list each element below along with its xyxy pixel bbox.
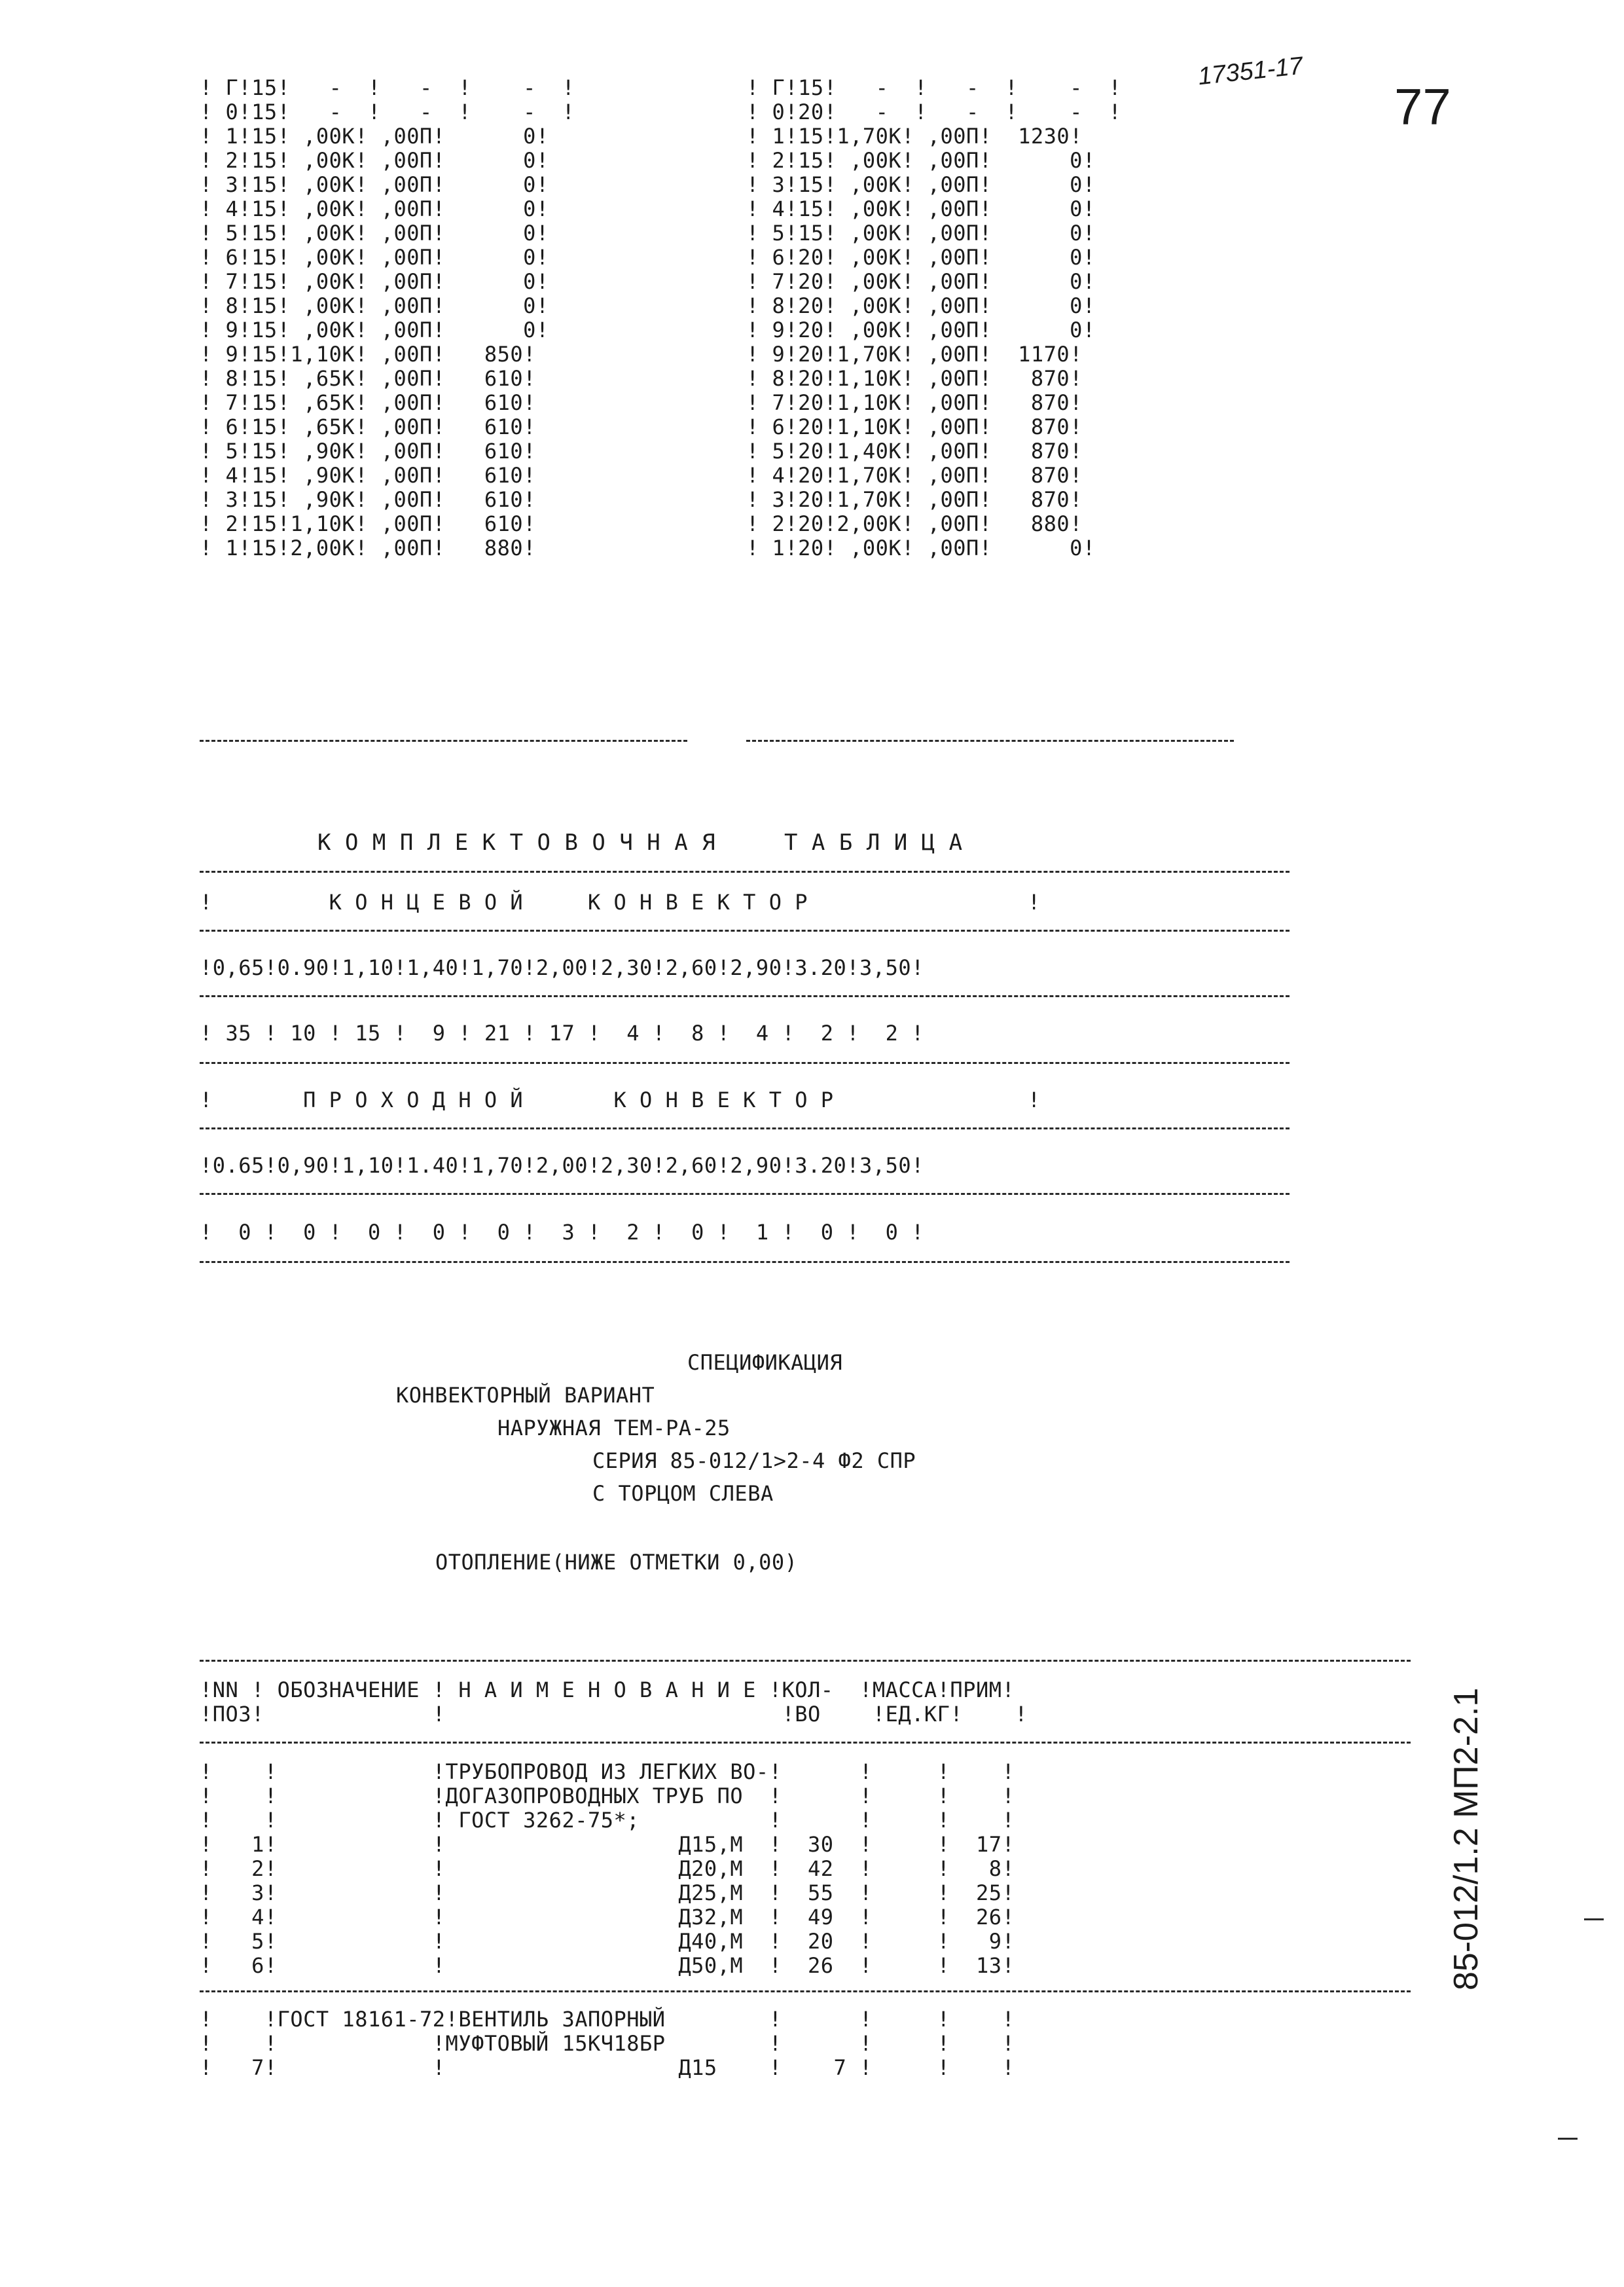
spec-outdoor-temp: НАРУЖНАЯ ТЕМ-РА-25: [497, 1416, 731, 1440]
table-row: ! 6!20! ,00К! ,00П! 0!: [746, 245, 1096, 270]
table-row: ! 2! ! Д20,М ! 42 ! ! 8!: [200, 1856, 1015, 1881]
table-row: ! 4!15! ,00К! ,00П! 0!: [200, 196, 549, 221]
rule: [200, 1742, 1411, 1744]
rule: [200, 930, 1290, 932]
scan-mark: [1558, 2138, 1578, 2140]
table-row: ! 2!15! ,00К! ,00П! 0!: [200, 148, 549, 173]
page-number: 77: [1394, 78, 1451, 136]
spec-heating: ОТОПЛЕНИЕ(НИЖЕ ОТМЕТКИ 0,00): [435, 1550, 798, 1575]
table-row: ! !ГОСТ 18161-72!ВЕНТИЛЬ ЗАПОРНЫЙ ! ! ! !: [200, 2007, 1015, 2032]
table-row: ! 5!15! ,90К! ,00П! 610!: [200, 439, 536, 464]
table-row: ! 7! ! Д15 ! 7 ! ! !: [200, 2055, 1015, 2080]
table-row: ! 0!20! - ! - ! - !: [746, 100, 1122, 124]
table-row: ! 1!15! ,00К! ,00П! 0!: [200, 124, 549, 149]
rule: [200, 1261, 1290, 1263]
rule: [200, 1062, 1290, 1064]
spec-table-group-pipes: [200, 1761, 1015, 1979]
table-row: ! 8!20! ,00К! ,00П! 0!: [746, 293, 1096, 318]
table-row: ! 2!15! ,00К! ,00П! 0!: [746, 148, 1096, 173]
right-table: [746, 77, 1121, 562]
spec-table-group-valve: [200, 2009, 1015, 2081]
table-row: ! Г!15! - ! - ! - !: [200, 75, 575, 100]
table-row: ! 4!20!1,70К! ,00П! 870!: [746, 463, 1083, 488]
table-row: ! 9!20!1,70К! ,00П! 1170!: [746, 342, 1083, 367]
left-table-bottom-rule: [200, 740, 687, 742]
table-row: ! 3!15! ,00К! ,00П! 0!: [746, 172, 1096, 197]
spec-title: СПЕЦИФИКАЦИЯ: [687, 1350, 843, 1375]
end-convector-sizes: !0,65!0.90!1,10!1,40!1,70!2,00!2,30!2,60!2,90!3.20!3,50!: [200, 955, 924, 980]
table-row: ! 4!15! ,00К! ,00П! 0!: [746, 196, 1096, 221]
scan-mark: [1584, 1918, 1604, 1920]
table-row: ! 6!15! ,65К! ,00П! 610!: [200, 414, 536, 439]
pass-convector-header: ! П Р О Х О Д Н О Й К О Н В Е К Т О Р !: [200, 1088, 1041, 1112]
table-row: ! 7!20! ,00К! ,00П! 0!: [746, 269, 1096, 294]
table-row: ! 6!15! ,00К! ,00П! 0!: [200, 245, 549, 270]
rule: [200, 1660, 1411, 1662]
table-row: ! 7!20!1,10К! ,00П! 870!: [746, 390, 1083, 415]
table-row: ! 8!20!1,10К! ,00П! 870!: [746, 366, 1083, 391]
left-table: [200, 77, 575, 562]
table-row: ! 9!15! ,00К! ,00П! 0!: [200, 318, 549, 342]
rule: [200, 995, 1290, 997]
table-row: ! 2!20!2,00К! ,00П! 880!: [746, 511, 1083, 536]
table-row: ! 4!15! ,90К! ,00П! 610!: [200, 463, 536, 488]
table-row: ! 1!15!1,70К! ,00П! 1230!: [746, 124, 1083, 149]
komplekt-title: К О М П Л Е К Т О В О Ч Н А Я Т А Б Л И Ц А: [317, 830, 963, 856]
table-header-row: !NN ! ОБОЗНАЧЕНИЕ ! Н А И М Е Н О В А Н И Е !КОЛ- !МАССА!ПРИМ!: [200, 1677, 1015, 1702]
rule: [200, 1990, 1411, 1992]
table-row: ! 6!20!1,10К! ,00П! 870!: [746, 414, 1083, 439]
end-convector-header: ! К О Н Ц Е В О Й К О Н В Е К Т О Р !: [200, 890, 1041, 915]
table-row: ! ! !МУФТОВЫЙ 15КЧ18БР ! ! ! !: [200, 2031, 1015, 2056]
rule: [200, 1193, 1290, 1195]
spec-end-side: С ТОРЦОМ СЛЕВА: [592, 1481, 774, 1506]
table-row: ! 9!20! ,00К! ,00П! 0!: [746, 318, 1096, 342]
table-row: ! 8!15! ,00К! ,00П! 0!: [200, 293, 549, 318]
table-row: ! 3!15! ,00К! ,00П! 0!: [200, 172, 549, 197]
table-row: ! 5!15! ,00К! ,00П! 0!: [746, 221, 1096, 246]
side-stamp: 85-012/1.2 МП2-2.1: [1447, 1687, 1485, 1990]
table-row: ! 7!15! ,65К! ,00П! 610!: [200, 390, 536, 415]
table-row: ! ! ! ГОСТ 3262-75*; ! ! ! !: [200, 1808, 1015, 1833]
table-row: ! ! !ДОГАЗОПРОВОДНЫХ ТРУБ ПО ! ! ! !: [200, 1784, 1015, 1808]
table-row: ! 7!15! ,00К! ,00П! 0!: [200, 269, 549, 294]
table-row: ! 8!15! ,65К! ,00П! 610!: [200, 366, 536, 391]
table-row: ! 1!15!2,00К! ,00П! 880!: [200, 536, 536, 560]
handwritten-doc-code: 17351-17: [1197, 52, 1305, 91]
table-row: ! 5!20!1,40К! ,00П! 870!: [746, 439, 1083, 464]
pass-convector-sizes: !0.65!0,90!1,10!1.40!1,70!2,00!2,30!2,60!2,90!3.20!3,50!: [200, 1153, 924, 1178]
table-row: ! 3!15! ,90К! ,00П! 610!: [200, 487, 536, 512]
table-row: ! 1! ! Д15,М ! 30 ! ! 17!: [200, 1832, 1015, 1857]
table-row: ! 3!20!1,70К! ,00П! 870!: [746, 487, 1083, 512]
spec-table-header: [200, 1679, 1028, 1728]
table-row: ! ! !ТРУБОПРОВОД ИЗ ЛЕГКИХ ВО-! ! ! !: [200, 1759, 1015, 1784]
rule: [200, 871, 1290, 873]
table-row: ! 9!15!1,10К! ,00П! 850!: [200, 342, 536, 367]
table-row: ! 1!20! ,00К! ,00П! 0!: [746, 536, 1096, 560]
table-row: ! 4! ! Д32,М ! 49 ! ! 26!: [200, 1905, 1015, 1930]
table-row: ! 5!15! ,00К! ,00П! 0!: [200, 221, 549, 246]
table-header-row: !ПОЗ! ! !ВО !ЕД.КГ! !: [200, 1702, 1028, 1727]
spec-variant: КОНВЕКТОРНЫЙ ВАРИАНТ: [396, 1383, 655, 1408]
table-row: ! 0!15! - ! - ! - !: [200, 100, 575, 124]
table-row: ! 6! ! Д50,М ! 26 ! ! 13!: [200, 1953, 1015, 1978]
table-row: ! 2!15!1,10К! ,00П! 610!: [200, 511, 536, 536]
table-row: ! Г!15! - ! - ! - !: [746, 75, 1122, 100]
table-row: ! 3! ! Д25,М ! 55 ! ! 25!: [200, 1880, 1015, 1905]
rule: [200, 1127, 1290, 1129]
pass-convector-counts: ! 0 ! 0 ! 0 ! 0 ! 0 ! 3 ! 2 ! 0 ! 1 ! 0 ! 0 !: [200, 1220, 924, 1245]
right-table-bottom-rule: [746, 740, 1234, 742]
table-row: ! 5! ! Д40,М ! 20 ! ! 9!: [200, 1929, 1015, 1954]
end-convector-counts: ! 35 ! 10 ! 15 ! 9 ! 21 ! 17 ! 4 ! 8 ! 4 ! 2 ! 2 !: [200, 1021, 924, 1046]
spec-series: СЕРИЯ 85-012/1>2-4 Ф2 СПР: [592, 1448, 916, 1473]
